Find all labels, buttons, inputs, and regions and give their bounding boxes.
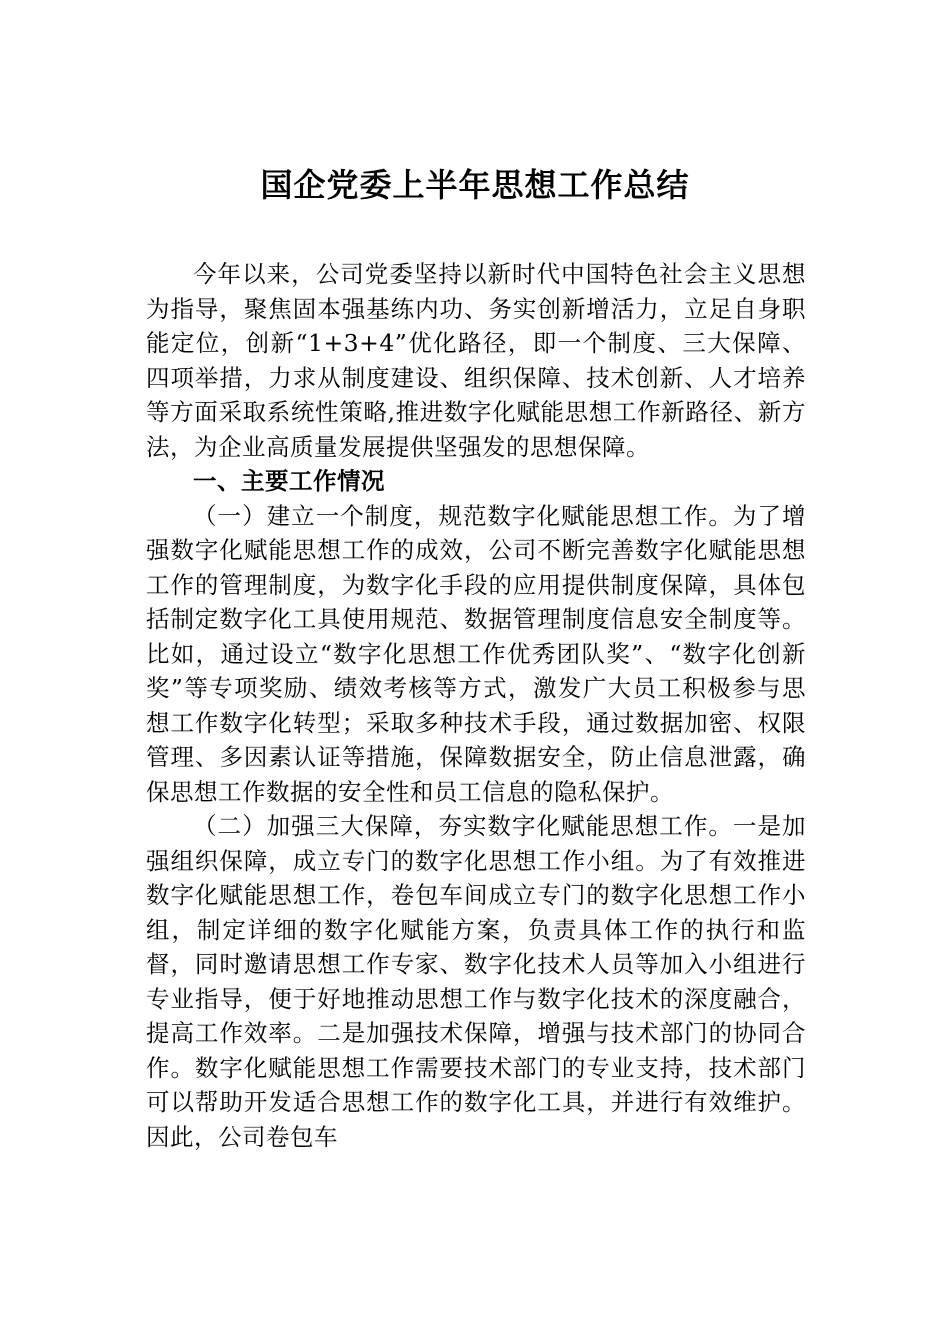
document-title: 国企党委上半年思想工作总结 — [260, 166, 690, 204]
section-heading: 一、主要工作情况 — [193, 467, 385, 495]
paragraph-system: （一）建立一个制度，规范数字化赋能思想工作。为了增强数字化赋能思想工作的成效，公司不断完善数字化赋能思想工作的管理制度，为数字化手段的应用提供制度保障，具体包括制定数字化工具使用规范、数据管理制度信息安全制度等。比如，通过设立“数字化思想工作优秀团队奖”、“数字化创新奖”等专项奖励、绩效考核等方式，激发广大员工积极参与思想工作数字化转型；采取多种技术手段，通过数据加密、权限管理、多因素认证等措施，保障数据安全，防止信息泄露，确保思想工作数据的安全性和员工信息的隐私保护。 — [146, 501, 806, 806]
paragraph-guarantees: （二）加强三大保障，夯实数字化赋能思想工作。一是加强组织保障，成立专门的数字化思想工作小组。为了有效推进数字化赋能思想工作，卷包车间成立专门的数字化思想工作小组，制定详细的数字化赋能方案，负责具体工作的执行和监督，同时邀请思想工作专家、数字化技术人员等加入小组进行专业指导，便于好地推动思想工作与数字化技术的深度融合，提高工作效率。二是加强技术保障，增强与技术部门的协同合作。数字化赋能思想工作需要技术部门的专业支持，技术部门可以帮助开发适合思想工作的数字化工具，并进行有效维护。因此，公司卷包车 — [146, 812, 806, 1151]
intro-paragraph: 今年以来，公司党委坚持以新时代中国特色社会主义思想为指导，聚焦固本强基练内功、务实创新增活力，立足自身职能定位，创新“1+3+4”优化路径，即一个制度、三大保障、四项举措，力求从制度建设、组织保障、技术创新、人才培养等方面采取系统性策略,推进数字化赋能思想工作新路径、新方法，为企业高质量发展提供坚强发的思想保障。 — [146, 260, 806, 461]
document-body — [146, 257, 806, 1154]
